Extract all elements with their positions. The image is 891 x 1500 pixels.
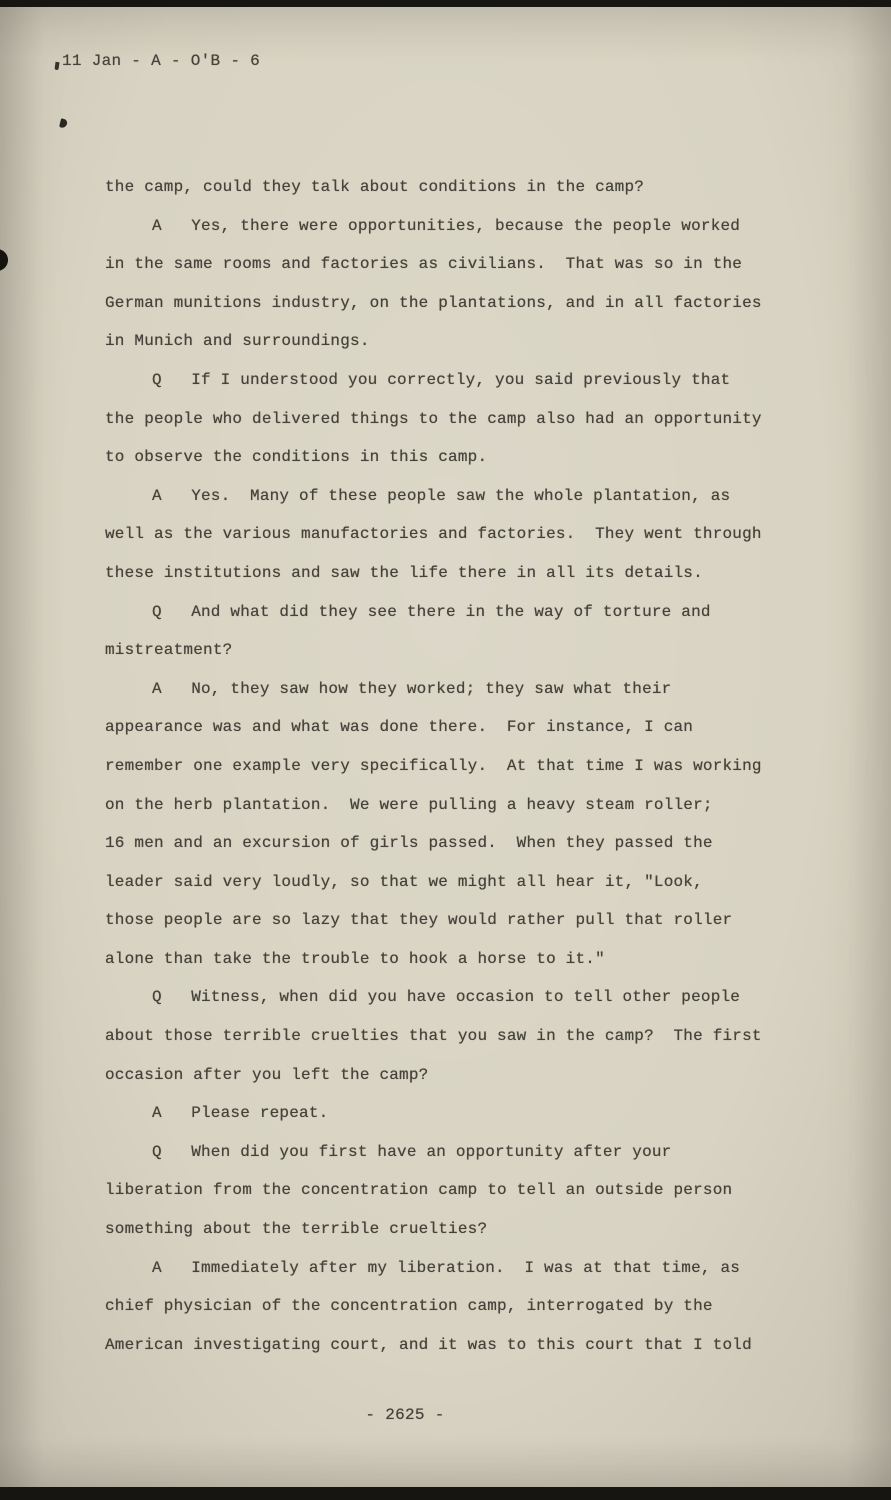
transcript-line: those people are so lazy that they would rather pull that roller (105, 911, 733, 930)
hole-punch-mark (0, 249, 8, 271)
transcript-line: Q Witness, when did you have occasion to tell other people (152, 988, 741, 1007)
transcript-line: remember one example very specifically. At that time I was working (105, 756, 762, 775)
transcript-line: occasion after you left the camp? (105, 1065, 429, 1084)
scan-edge-bottom (0, 1487, 891, 1500)
transcript-line: appearance was and what was done there. For instance, I can (105, 718, 694, 737)
transcript-line: alone than take the trouble to hook a horse to it." (105, 949, 605, 968)
page-number: - 2625 - (365, 1406, 445, 1424)
transcript-body (105, 168, 811, 1364)
transcript-line: in the same rooms and factories as civilians. That was so in the (105, 255, 743, 274)
transcript-line: A Immediately after my liberation. I was at that time, as (152, 1258, 741, 1277)
ink-smudge-mark (59, 118, 68, 128)
transcript-line: German munitions industry, on the plantations, and in all factories (105, 293, 762, 312)
transcript-line: leader said very loudly, so that we might all hear it, "Look, (105, 872, 703, 891)
transcript-line: A Yes. Many of these people saw the whole plantation, as (152, 486, 731, 505)
transcript-line: on the herb plantation. We were pulling a heavy steam roller; (105, 795, 713, 814)
transcript-line: in Munich and surroundings. (105, 332, 370, 351)
transcript-line: chief physician of the concentration camp, interrogated by the (105, 1297, 713, 1316)
transcript-line: the people who delivered things to the camp also had an opportunity (105, 409, 762, 428)
transcript-line: Q When did you first have an opportunity after your (152, 1142, 672, 1161)
transcript-line: American investigating court, and it was to this court that I told (105, 1335, 752, 1354)
transcript-line: 16 men and an excursion of girls passed. When they passed the (105, 834, 713, 853)
transcript-line: to observe the conditions in this camp. (105, 448, 488, 467)
transcript-line: mistreatment? (105, 641, 233, 660)
scan-edge-top (0, 0, 891, 7)
transcript-line: well as the various manufactories and factories. They went through (105, 525, 762, 544)
transcript-line: Q And what did they see there in the way of torture and (152, 602, 711, 621)
transcript-line: liberation from the concentration camp to tell an outside person (105, 1181, 733, 1200)
transcript-line: about those terrible cruelties that you saw in the camp? The first (105, 1027, 762, 1046)
transcript-line: these institutions and saw the life there in all its details. (105, 563, 703, 582)
transcript-line: something about the terrible cruelties? (105, 1220, 488, 1239)
page-header: 11 Jan - A - O'B - 6 (62, 52, 261, 70)
transcript-line: A No, they saw how they worked; they saw what their (152, 679, 672, 698)
transcript-line: A Yes, there were opportunities, because the people worked (152, 216, 741, 235)
transcript-line: Q If I understood you correctly, you said previously that (152, 370, 731, 389)
transcript-line: A Please repeat. (152, 1104, 329, 1123)
ink-tick-mark (54, 62, 59, 70)
transcript-line: the camp, could they talk about conditions in the camp? (105, 178, 645, 196)
